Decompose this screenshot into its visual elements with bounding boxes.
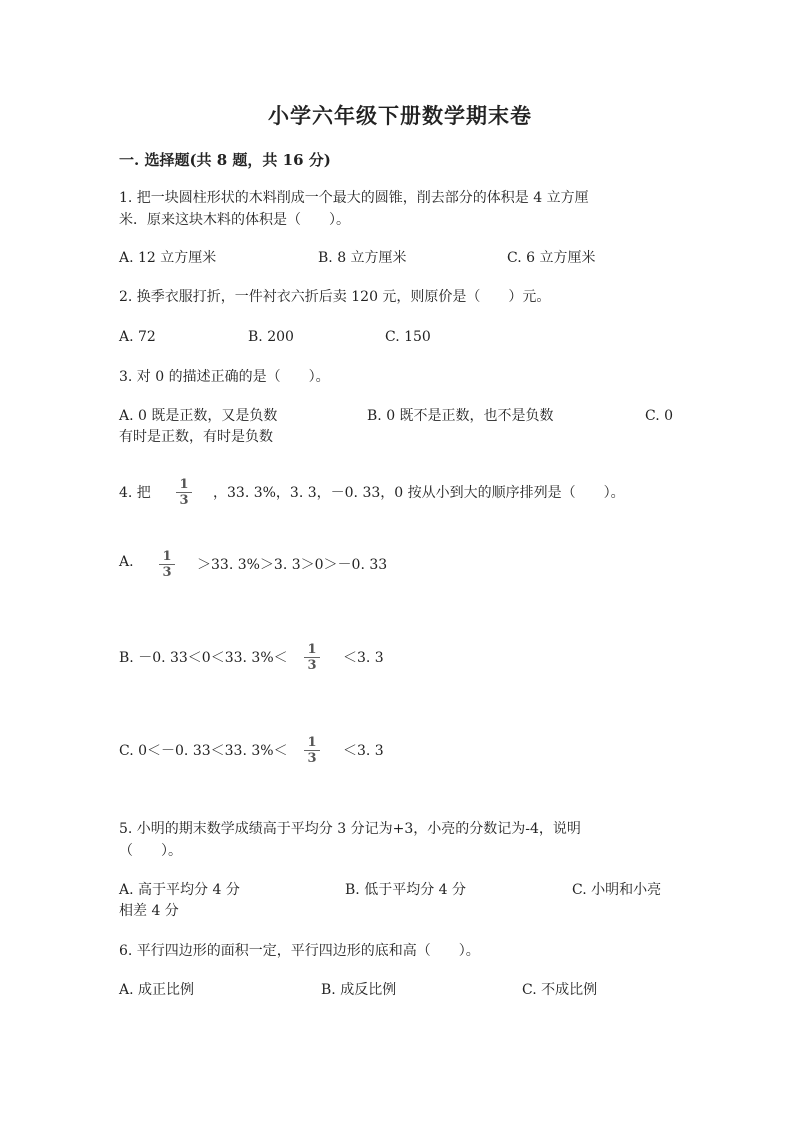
question-1-option-a[interactable]: A. 12 立方厘米 <box>119 250 217 266</box>
question-4-option-a-text[interactable]: ＞33. 3%＞3. 3＞0＞－0. 33 <box>197 557 388 573</box>
question-2-option-b[interactable]: B. 200 <box>248 329 294 345</box>
question-1-line2: 米．原来这块木料的体积是（ ）。 <box>119 212 350 228</box>
fraction-numerator: 1 <box>304 642 320 658</box>
question-2-stem: 2. 换季衣服打折，一件衬衣六折后卖 120 元，则原价是（ ）元。 <box>119 289 551 305</box>
page-title: 小学六年级下册数学期末卷 <box>268 103 532 128</box>
fraction-one-third <box>176 477 192 508</box>
question-3-option-a[interactable]: A. 0 既是正数，又是负数 <box>119 408 278 424</box>
fraction-denominator: 3 <box>162 565 172 580</box>
section-heading: 一. 选择题(共 8 题，共 16 分) <box>119 151 331 169</box>
question-2-option-a[interactable]: A. 72 <box>119 329 156 345</box>
question-6-stem: 6. 平行四边形的面积一定，平行四边形的底和高（ ）。 <box>119 943 480 959</box>
question-4-stem-suffix: ，33. 3%，3. 3，－0. 33，0 按从小到大的顺序排列是（ ）。 <box>213 485 625 501</box>
question-1-option-c[interactable]: C. 6 立方厘米 <box>507 250 596 266</box>
fraction-numerator: 1 <box>304 735 320 751</box>
question-5-stem <box>119 818 679 862</box>
question-4-option-a-label[interactable]: A. <box>119 554 134 570</box>
fraction-denominator: 3 <box>307 658 317 673</box>
question-4-option-b-text[interactable]: B. －0. 33＜0＜33. 3%＜ <box>119 650 288 666</box>
question-5-option-c[interactable]: C. 小明和小亮 <box>572 882 662 898</box>
question-5-line1: 5. 小明的期末数学成绩高于平均分 3 分记为+3，小亮的分数记为-4，说明 <box>119 821 581 837</box>
question-5-option-a[interactable]: A. 高于平均分 4 分 <box>119 882 240 898</box>
question-6-option-b[interactable]: B. 成反比例 <box>321 982 397 998</box>
question-1-option-b[interactable]: B. 8 立方厘米 <box>318 250 407 266</box>
question-4-option-c-text[interactable]: C. 0＜－0. 33＜33. 3%＜ <box>119 743 288 759</box>
question-6-option-a[interactable]: A. 成正比例 <box>119 982 195 998</box>
question-3-option-c-continued: 有时是正数，有时是负数 <box>119 429 273 445</box>
question-3-option-c[interactable]: C. 0 <box>645 408 674 424</box>
fraction-one-third <box>159 549 175 580</box>
fraction-numerator: 1 <box>176 477 192 493</box>
fraction-denominator: 3 <box>179 493 189 508</box>
fraction-numerator: 1 <box>159 549 175 565</box>
fraction-denominator: 3 <box>307 751 317 766</box>
question-5-line2: （ ）。 <box>119 843 182 859</box>
question-5-option-c-continued: 相差 4 分 <box>119 903 179 919</box>
question-4-option-b-suffix[interactable]: ＜3. 3 <box>343 650 384 666</box>
fraction-one-third <box>304 642 320 673</box>
question-6-option-c[interactable]: C. 不成比例 <box>522 982 598 998</box>
question-3-option-b[interactable]: B. 0 既不是正数，也不是负数 <box>367 408 554 424</box>
question-2-option-c[interactable]: C. 150 <box>385 329 431 345</box>
question-3-stem: 3. 对 0 的描述正确的是（ ）。 <box>119 369 330 385</box>
question-4-option-c-suffix[interactable]: ＜3. 3 <box>343 743 384 759</box>
question-5-option-b[interactable]: B. 低于平均分 4 分 <box>345 882 466 898</box>
fraction-one-third <box>304 735 320 766</box>
question-4-stem-prefix: 4. 把 <box>119 485 151 501</box>
question-1-line1: 1. 把一块圆柱形状的木料削成一个最大的圆锥，削去部分的体积是 4 立方厘 <box>119 190 589 206</box>
question-1-stem <box>119 187 679 231</box>
